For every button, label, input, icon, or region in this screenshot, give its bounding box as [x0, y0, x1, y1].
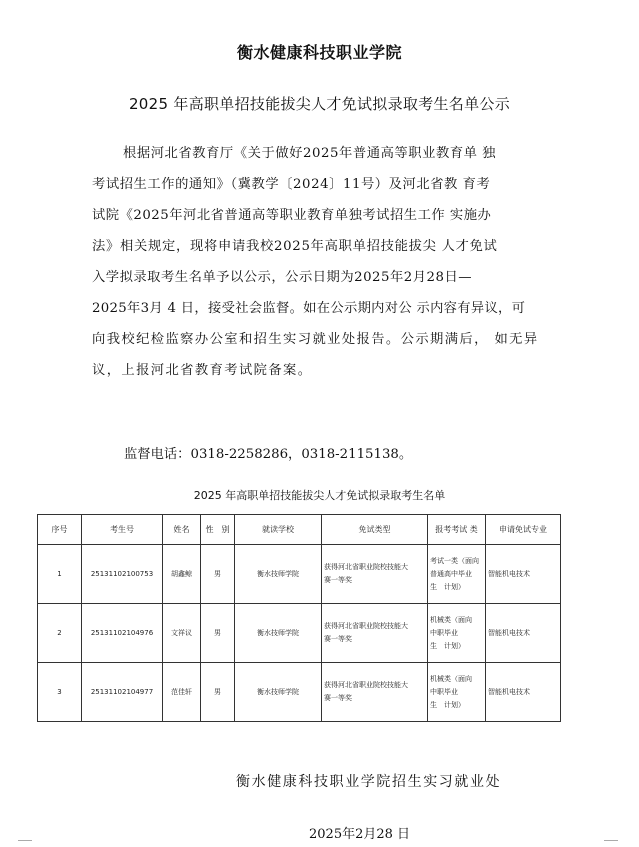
- body-line: 向我校纪检监察办公室和招生实习就业处报告。公示期满后， 如无异: [92, 332, 539, 347]
- table-row: [38, 545, 561, 604]
- category-line: 生 计划）: [430, 641, 465, 650]
- cell-gender: 男: [201, 663, 235, 722]
- cell-major: 智能机电技术: [486, 545, 561, 604]
- col-header-major: 申请免试专业: [486, 515, 561, 545]
- body-line: 试院《2025年河北省普通高等职业教育单独考试招生工作 实施办: [92, 208, 492, 223]
- cell-exam-category: [428, 545, 486, 604]
- cell-exam-id: 25131102104977: [82, 663, 163, 722]
- exempt-line: 赛一等奖: [324, 576, 352, 584]
- cell-name: 胡鑫鲸: [163, 545, 201, 604]
- cell-exempt-type: [322, 663, 428, 722]
- issuing-office: 衡水健康科技职业学院招生实习就业处: [236, 774, 502, 790]
- page-corner-mark: [18, 840, 32, 845]
- cell-major: 智能机电技术: [486, 604, 561, 663]
- exempt-line: 赛一等奖: [324, 635, 352, 643]
- cell-exam-id: 25131102104976: [82, 604, 163, 663]
- category-line: 普通高中毕业: [430, 569, 472, 578]
- cell-school: 衡水技师学院: [235, 545, 322, 604]
- cell-no: 3: [38, 663, 82, 722]
- col-header-no: 序号: [38, 515, 82, 545]
- exempt-line: 获得河北省职业院校技能大: [324, 681, 408, 689]
- cell-school: 衡水技师学院: [235, 663, 322, 722]
- category-line: 机械类（面向: [430, 674, 472, 683]
- body-line: 根据河北省教育厅《关于做好2025年普通高等职业教育单 独: [123, 146, 497, 161]
- cell-exempt-type: [322, 604, 428, 663]
- cell-exam-category: [428, 663, 486, 722]
- col-header-exam-id: 考生号: [82, 515, 163, 545]
- cell-school: 衡水技师学院: [235, 604, 322, 663]
- category-line: 中职毕业: [430, 687, 458, 696]
- cell-major: 智能机电技术: [486, 663, 561, 722]
- org-title: 衡水健康科技职业学院: [236, 43, 402, 62]
- cell-no: 2: [38, 604, 82, 663]
- cell-exam-id: 25131102100753: [82, 545, 163, 604]
- cell-exam-category: [428, 604, 486, 663]
- col-header-gender: 性 别: [201, 515, 235, 545]
- page-corner-mark: [604, 840, 618, 845]
- cell-exempt-type: [322, 545, 428, 604]
- body-line: 议，上报河北省教育考试院备案。: [92, 363, 313, 378]
- body-line: 入学拟录取考生名单予以公示，公示日期为2025年2月28日—: [92, 270, 473, 285]
- exempt-line: 获得河北省职业院校技能大: [324, 563, 408, 571]
- cell-no: 1: [38, 545, 82, 604]
- category-line: 机械类（面向: [430, 615, 472, 624]
- category-line: 中职毕业: [430, 628, 458, 637]
- cell-gender: 男: [201, 545, 235, 604]
- supervision-phone: 监督电话：0318-2258286，0318-2115138。: [124, 447, 413, 462]
- table-row: [38, 663, 561, 722]
- exempt-line: 赛一等奖: [324, 694, 352, 702]
- cell-name: 文祥议: [163, 604, 201, 663]
- col-header-school: 就读学校: [235, 515, 322, 545]
- table-row: [38, 604, 561, 663]
- category-line: 考试一类（面向: [430, 556, 479, 565]
- body-line: 2025年3月 4 日，接受社会监督。如在公示期内对公 示内容有异议，可: [92, 301, 526, 316]
- category-line: 生 计划）: [430, 700, 465, 709]
- col-header-exam-category: 报考考试 类: [428, 515, 486, 545]
- notice-body: [92, 138, 549, 386]
- issue-date: 2025年2月28 日: [309, 827, 411, 842]
- cell-name: 范佳轩: [163, 663, 201, 722]
- table-title: 2025 年高职单招技能拔尖人才免试拟录取考生名单: [193, 489, 446, 502]
- body-line: 考试招生工作的通知》（冀教学〔2024〕11号）及河北省教 育考: [92, 177, 491, 192]
- exempt-line: 获得河北省职业院校技能大: [324, 622, 408, 630]
- page-title: 2025 年高职单招技能拔尖人才免试拟录取考生名单公示: [128, 95, 511, 113]
- admission-table: [37, 514, 561, 722]
- body-line: 法》相关规定，现将申请我校2025年高职单招技能拔尖 人才免试: [92, 239, 498, 254]
- category-line: 生 计划）: [430, 582, 465, 591]
- col-header-exempt-type: 免试类型: [322, 515, 428, 545]
- col-header-name: 姓名: [163, 515, 201, 545]
- table-header-row: [38, 515, 561, 545]
- cell-gender: 男: [201, 604, 235, 663]
